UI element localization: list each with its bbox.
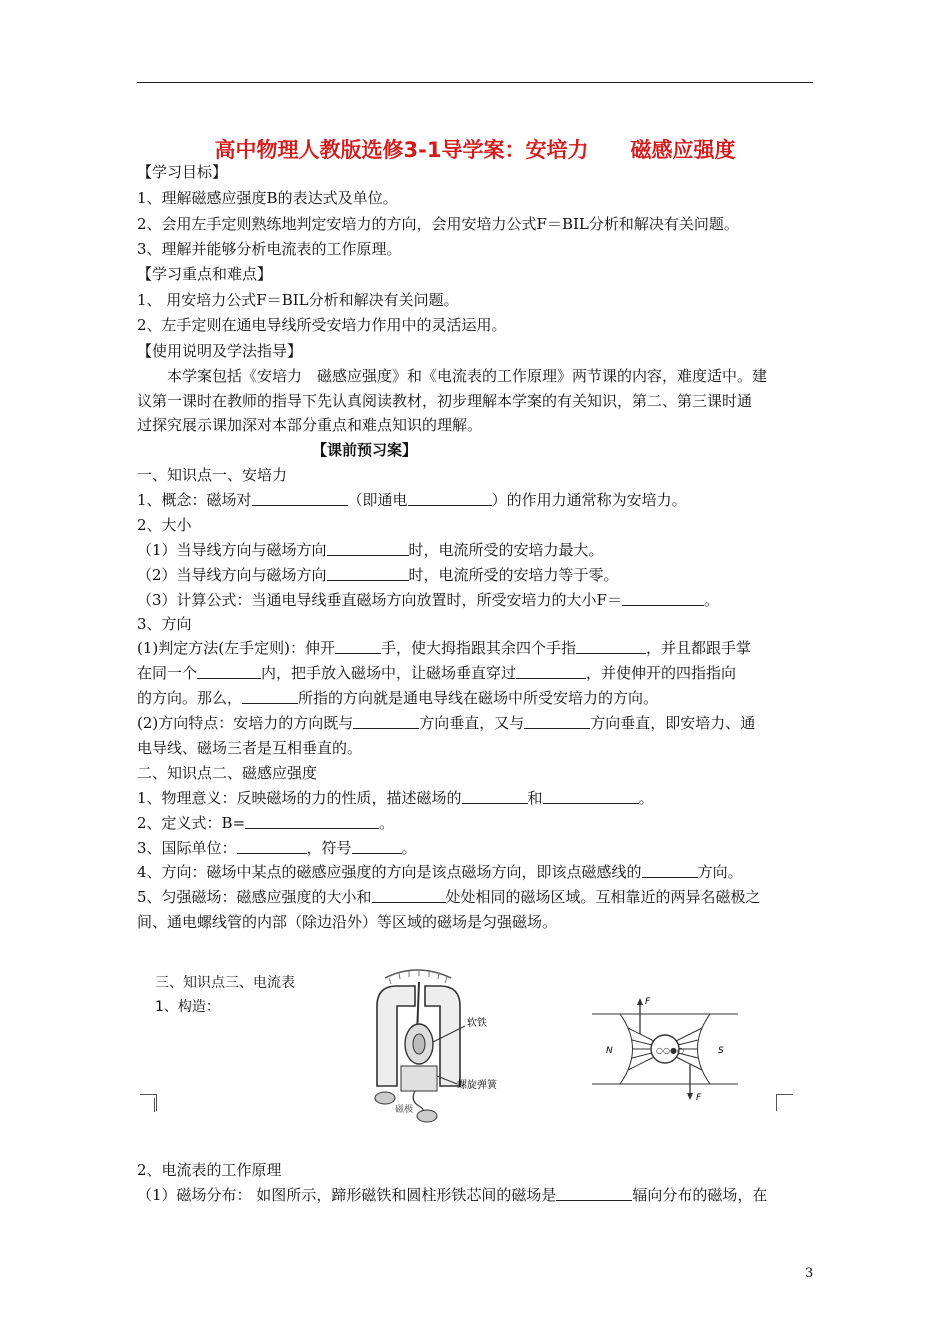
- usage-line: 过探究展示课加深对本部分重点和难点知识的理解。: [137, 416, 483, 434]
- blank[interactable]: [516, 664, 586, 679]
- crop-mark: [776, 1094, 793, 1111]
- principle-line-1: （1）磁场分布： 如图所示，蹄形磁铁和圆柱形铁芯间的磁场是 辐向分布的磁场，在: [137, 1186, 768, 1204]
- blank[interactable]: [576, 639, 646, 654]
- b-line-4: 4、方向：磁场中某点的磁感应强度的方向是该点磁场方向，即该点磁感线的 方向。: [137, 863, 743, 881]
- principle-heading: 2、电流表的工作原理: [137, 1161, 282, 1179]
- svg-text:N: N: [606, 1046, 613, 1056]
- blank[interactable]: [556, 1186, 632, 1201]
- svg-text:F: F: [645, 997, 651, 1007]
- blank[interactable]: [353, 714, 419, 729]
- size-line-1: （1）当导线方向与磁场方向 时，电流所受的安培力最大。: [137, 541, 604, 559]
- crop-mark: [140, 1098, 155, 1112]
- blank[interactable]: [352, 839, 402, 854]
- direction-line-1b: 在同一个 内，把手放入磁场中，让磁场垂直穿过 ，并使伸开的四指指向: [137, 664, 737, 682]
- blank[interactable]: [327, 566, 409, 581]
- usage-line: 议第一课时在教师的指导下先认真阅读教材，初步理解本学案的有关知识，第二、第三课时通: [137, 392, 753, 410]
- b-line-3: 3、国际单位： ，符号 。: [137, 839, 417, 857]
- preview-heading: 【课前预习案】: [312, 441, 418, 459]
- svg-text:S: S: [718, 1046, 724, 1056]
- size-line-3: （3）计算公式：当通电导线垂直磁场方向放置时，所受安培力的大小F＝ 。: [137, 591, 719, 609]
- svg-text:螺旋弹簧: 螺旋弹簧: [457, 1080, 497, 1091]
- k1-heading: 一、知识点一、安培力: [137, 466, 288, 484]
- blank[interactable]: [642, 863, 698, 878]
- b-line-5a: 5、匀强磁场：磁感应强度的大小和 处处相同的磁场区域。互相靠近的两异名磁极之: [137, 888, 761, 906]
- blank[interactable]: [524, 714, 590, 729]
- galvanometer-figure: [355, 966, 570, 1136]
- k3-heading: 三、知识点三、电流表: [155, 975, 295, 991]
- keypoint-item: 1、 用安培力公式F＝BIL分析和解决有关问题。: [137, 291, 459, 309]
- objective-item: 2、会用左手定则熟练地判定安培力的方向，会用安培力公式F＝BIL分析和解决有关问题。: [137, 215, 739, 233]
- direction-line-1c: 的方向。那么， 所指的方向就是通电导线在磁场中所受安培力的方向。: [137, 689, 659, 707]
- objective-item: 3、理解并能够分析电流表的工作原理。: [137, 240, 402, 258]
- k2-heading: 二、知识点二、磁感应强度: [137, 764, 318, 782]
- direction-line-2a: (2)方向特点：安培力的方向既与 方向垂直，又与 方向垂直，即安培力、通: [137, 714, 756, 732]
- direction-line-2b: 电导线、磁场三者是互相垂直的。: [137, 739, 363, 757]
- size-line-2: （2）当导线方向与磁场方向 时，电流所受的安培力等于零。: [137, 566, 619, 584]
- page-number: 3: [805, 1266, 814, 1281]
- svg-text:○○●○: ○○●○: [656, 1046, 684, 1055]
- svg-text:F: F: [696, 1093, 702, 1103]
- blank[interactable]: [245, 814, 379, 829]
- header-rule: [137, 82, 813, 83]
- objectives-heading: 【学习目标】: [137, 163, 228, 181]
- concept-line: 1、概念：磁场对 （即通电 ）的作用力通常称为安培力。: [137, 491, 687, 509]
- blank[interactable]: [543, 789, 639, 804]
- blank[interactable]: [622, 591, 704, 606]
- blank[interactable]: [408, 491, 492, 506]
- svg-text:软铁: 软铁: [467, 1018, 487, 1029]
- blank[interactable]: [197, 664, 261, 679]
- b-line-5b: 间、通电螺线管的内部（除边沿外）等区域的磁场是匀强磁场。: [137, 913, 558, 931]
- b-line-1: 1、物理意义：反映磁场的力的性质，描述磁场的 和 。: [137, 789, 654, 807]
- b-line-2: 2、定义式：B= 。: [137, 814, 395, 832]
- blank[interactable]: [327, 541, 409, 556]
- usage-line: 本学案包括《安培力 磁感应强度》和《电流表的工作原理》两节课的内容，难度适中。建: [167, 367, 768, 385]
- svg-text:磁极: 磁极: [395, 1105, 414, 1115]
- direction-heading: 3、方向: [137, 615, 192, 633]
- blank[interactable]: [242, 689, 298, 704]
- blank[interactable]: [335, 639, 381, 654]
- blank[interactable]: [462, 789, 528, 804]
- size-heading: 2、大小: [137, 516, 192, 534]
- objective-item: 1、理解磁感应强度B的表达式及单位。: [137, 189, 398, 207]
- blank[interactable]: [372, 888, 446, 903]
- usage-heading: 【使用说明及学法指导】: [137, 342, 303, 360]
- k3-structure: 1、构造：: [155, 999, 220, 1015]
- page-title: 高中物理人教版选修3-1导学案：安培力 磁感应强度: [214, 138, 736, 162]
- radial-field-figure: [590, 996, 740, 1106]
- blank[interactable]: [252, 491, 348, 506]
- keypoints-heading: 【学习重点和难点】: [137, 265, 273, 283]
- direction-line-1a: (1)判定方法(左手定则)：伸开 手，使大拇指跟其余四个手指 ，并且都跟手掌: [137, 639, 751, 657]
- keypoint-item: 2、左手定则在通电导线所受安培力作用中的灵活运用。: [137, 316, 507, 334]
- blank[interactable]: [237, 839, 307, 854]
